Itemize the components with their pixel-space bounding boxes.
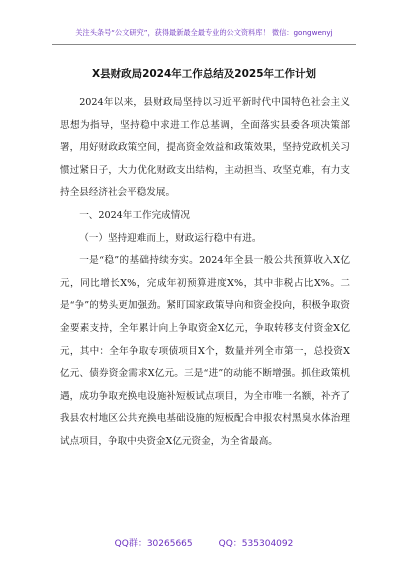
document-body: [60, 92, 350, 454]
footer-contact: [0, 536, 408, 549]
section-heading: 一、2024年工作完成情况: [79, 209, 190, 221]
header-divider: [52, 44, 356, 45]
header-note: 关注头条号“公文研究”，获得最新最全最专业的公文资料库！ 微信：gongwenyj: [75, 28, 333, 37]
footer-qq: QQ：535304092: [218, 539, 294, 549]
footer-qq-group: QQ群：30265665: [114, 539, 193, 549]
document-title: X县财政局2024年工作总结及2025年工作计划: [91, 68, 317, 80]
intro-paragraph: 2024年以来，县财政局坚持以习近平新时代中国特色社会主义思想为指导，坚持稳中求进工作总基调，全面落实县委各项决策部署，用好财政政策空间，提高资金效益和政策效果，坚持党政机关习惯过紧日子，大力优化财政支出结构，主动担当、攻坚克难，有力支持全县经济社会平稳发展。: [60, 97, 350, 199]
subsection-paragraph: 一是“稳”的基础持续夯实。2024年全县一般公共预算收入X亿元，同比增长X%，完成年初预算进度X%，其中非税占比X%。二是“争”的势头更加强劲。紧盯国家政策导向和资金投向，积极争取资金要素支持，全年累计向上争取资金X亿元，争取转移支付资金X亿元，其中：全年争取专项债项目X个，数量并列全市第一，总投资X亿元、债券资金需求X亿元。三是“进”的动能不断增强。抓住政策机遇，成功争取充换电设施补短板试点项目，为全市唯一名额，补齐了我县农村地区公共充换电基础设施的短板配合申报农村黑臭水体治理试点项目，争取中央资金X亿元资金，为全省最高。: [60, 255, 350, 447]
subsection-heading: （一）坚持迎难而上，财政运行稳中有进。: [79, 232, 262, 244]
